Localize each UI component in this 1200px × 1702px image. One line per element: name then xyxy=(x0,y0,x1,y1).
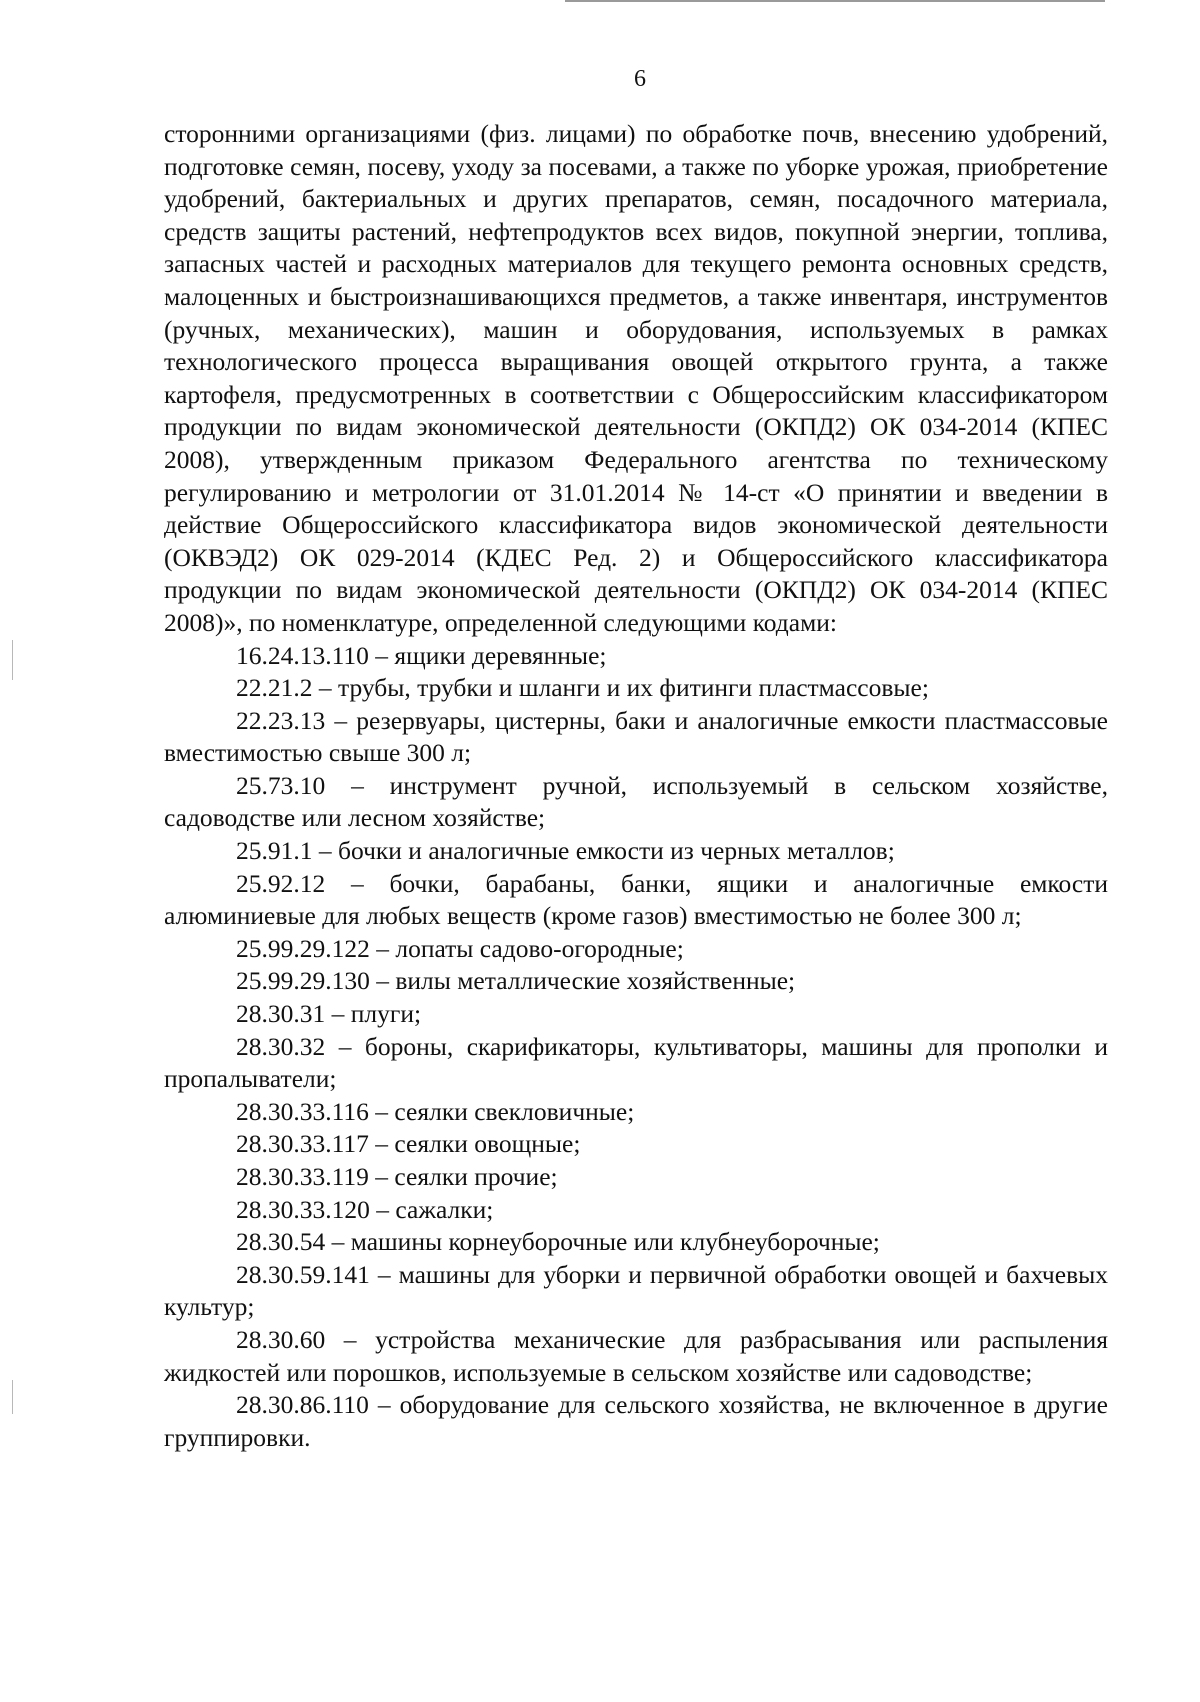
scan-top-rule xyxy=(565,0,1105,2)
scan-margin-mark xyxy=(12,1380,13,1414)
code-item: 28.30.31 – плуги; xyxy=(236,999,422,1029)
code-item: 22.23.13 – резервуары, цистерны, баки и аналогичные емкости пластмассовые вместимостью свыше 300 л; xyxy=(164,705,1108,768)
scan-margin-mark xyxy=(12,640,13,680)
code-item: 16.24.13.110 – ящики деревянные; xyxy=(236,640,607,670)
document-body xyxy=(164,118,1108,1454)
code-item: 28.30.32 – бороны, скарификаторы, культиваторы, машины для прополки и пропалыватели; xyxy=(164,1031,1108,1094)
code-item: 28.30.33.116 – сеялки свекловичные; xyxy=(236,1096,635,1126)
code-item: 28.30.33.120 – сажалки; xyxy=(236,1194,494,1224)
code-item: 25.99.29.130 – вилы металлические хозяйственные; xyxy=(236,966,796,996)
page-number: 6 xyxy=(634,66,646,92)
code-item: 25.92.12 – бочки, барабаны, банки, ящики и аналогичные емкости алюминиевые для любых веществ (кроме газов) вместимостью не более 300 л; xyxy=(164,868,1108,931)
code-item: 28.30.60 – устройства механические для разбрасывания или распыления жидкостей или порошков, используемые в сельском хозяйстве или садоводстве; xyxy=(164,1324,1108,1387)
code-item: 28.30.54 – машины корнеуборочные или клубнеуборочные; xyxy=(236,1227,880,1257)
intro-paragraph: сторонними организациями (физ. лицами) по обработке почв, внесению удобрений, подготовке семян, посеву, уходу за посевами, а также по уборке урожая, приобретение удобрений, бактериальных и других препаратов, семян, посадочного материала, средств защиты растений, нефтепродуктов всех видов, покупной энергии, топлива, запасных частей и расходных материалов для текущего ремонта основных средств, малоценных и быстроизнашивающихся предметов, а также инвентаря, инструментов (ручных, механических), машин и оборудования, используемых в рамках технологического процесса выращивания овощей открытого грунта, а также картофеля, предусмотренных в соответствии с Общероссийским классификатором продукции по видам экономической деятельности (ОКПД2) ОК 034-2014 (КПЕС 2008), утвержденным приказом Федерального агентства по техническому регулированию и метрологии от 31.01.2014 № 14-ст «О принятии и введении в действие Общероссийского классификатора видов экономической деятельности (ОКВЭД2) ОК 029-2014 (КДЕС Ред. 2) и Общероссийского классификатора продукции по видам экономической деятельности (ОКПД2) ОК 034-2014 (КПЕС 2008)», по номенклатуре, определенной следующими кодами: xyxy=(164,119,1108,637)
code-item: 25.91.1 – бочки и аналогичные емкости из черных металлов; xyxy=(236,836,895,866)
code-item: 22.21.2 – трубы, трубки и шланги и их фитинги пластмассовые; xyxy=(236,673,929,703)
code-item: 28.30.33.119 – сеялки прочие; xyxy=(236,1162,558,1191)
code-item: 28.30.59.141 – машины для уборки и первичной обработки овощей и бахчевых культур; xyxy=(164,1259,1108,1322)
code-item: 25.99.29.122 – лопаты садово-огородные; xyxy=(236,933,684,963)
code-item: 28.30.33.117 – сеялки овощные; xyxy=(236,1129,581,1159)
code-item: 28.30.86.110 – оборудование для сельского хозяйства, не включенное в другие группировки. xyxy=(164,1390,1108,1452)
code-item: 25.73.10 – инструмент ручной, используемый в сельском хозяйстве, садоводстве или лесном хозяйстве; xyxy=(164,770,1108,833)
